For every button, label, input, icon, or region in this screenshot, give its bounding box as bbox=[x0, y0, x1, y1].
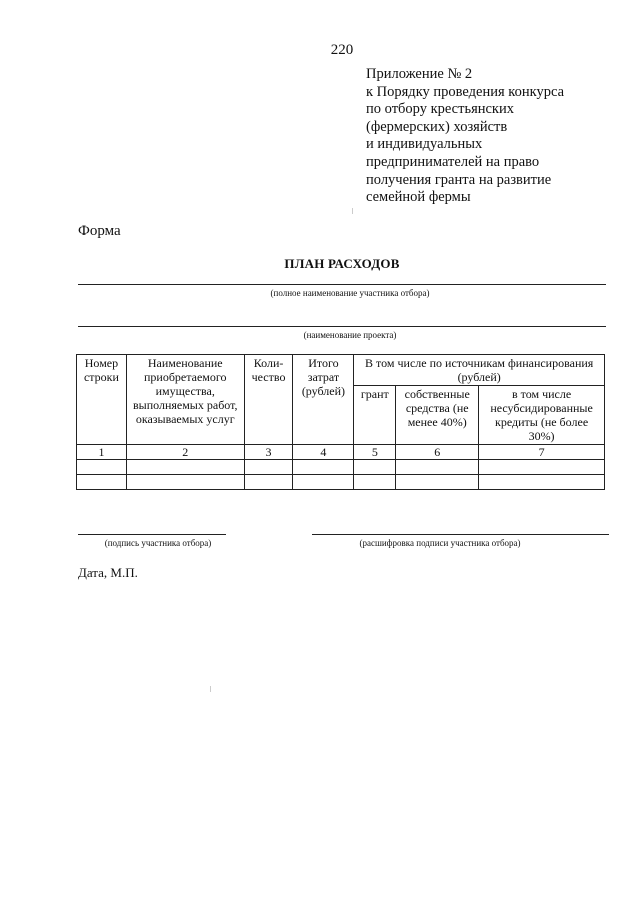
table-cell[interactable] bbox=[77, 475, 127, 490]
signature-caption: (подпись участника отбора) bbox=[104, 538, 212, 548]
header-grant: грант bbox=[354, 386, 396, 445]
participant-name-line bbox=[78, 284, 606, 285]
table-cell[interactable] bbox=[396, 460, 479, 475]
column-number: 4 bbox=[293, 445, 354, 460]
column-number-row bbox=[77, 445, 605, 460]
table-cell[interactable] bbox=[293, 460, 354, 475]
signature-decoding-line bbox=[312, 534, 609, 535]
table-cell[interactable] bbox=[244, 460, 293, 475]
table-row bbox=[77, 475, 605, 490]
header-quantity: Коли-чество bbox=[244, 355, 293, 445]
column-number: 6 bbox=[396, 445, 479, 460]
appendix-line: к Порядку проведения конкурса bbox=[366, 83, 565, 100]
scan-speck bbox=[210, 686, 211, 692]
header-unsubsidized-credits: в том числе несубсидированные кредиты (не более 30%) bbox=[479, 386, 605, 445]
table-cell[interactable] bbox=[396, 475, 479, 490]
column-number: 5 bbox=[354, 445, 396, 460]
date-seal-label: Дата, М.П. bbox=[78, 565, 138, 580]
column-number: 7 bbox=[479, 445, 605, 460]
header-total-cost: Итого затрат (рублей) bbox=[293, 355, 354, 445]
header-row bbox=[77, 355, 605, 386]
column-number: 3 bbox=[244, 445, 293, 460]
appendix-line: Приложение № 2 bbox=[366, 66, 473, 82]
appendix-line: предпринимателей на право bbox=[366, 153, 540, 170]
table-cell[interactable] bbox=[479, 460, 605, 475]
project-name-line bbox=[78, 326, 606, 327]
participant-name-caption: (полное наименование участника отбора) bbox=[270, 288, 430, 298]
form-label: Форма bbox=[78, 223, 121, 239]
table-cell[interactable] bbox=[77, 460, 127, 475]
table-cell[interactable] bbox=[293, 475, 354, 490]
table-cell[interactable] bbox=[479, 475, 605, 490]
appendix-line: семейной фермы bbox=[366, 189, 471, 206]
project-name-caption: (наименование проекта) bbox=[303, 330, 397, 340]
document-title: ПЛАН РАСХОДОВ bbox=[284, 256, 400, 271]
appendix-line: (фермерских) хозяйств bbox=[366, 118, 508, 135]
appendix-line: и индивидуальных bbox=[366, 136, 483, 153]
header-sources-group: В том числе по источникам финансирования (рублей) bbox=[354, 355, 605, 386]
signature-decoding-caption: (расшифровка подписи участника отбора) bbox=[359, 538, 521, 548]
table-cell[interactable] bbox=[354, 475, 396, 490]
expense-plan-table bbox=[76, 354, 605, 490]
header-row-number: Номер строки bbox=[77, 355, 127, 445]
table-cell[interactable] bbox=[354, 460, 396, 475]
page-number: 220 bbox=[330, 42, 354, 58]
table-cell[interactable] bbox=[126, 460, 244, 475]
column-number: 1 bbox=[77, 445, 127, 460]
table-cell[interactable] bbox=[126, 475, 244, 490]
scan-speck bbox=[352, 208, 353, 214]
table-cell[interactable] bbox=[244, 475, 293, 490]
column-number: 2 bbox=[126, 445, 244, 460]
header-item-name: Наименование приобретаемого имущества, выполняемых работ, оказываемых услуг bbox=[126, 355, 244, 445]
appendix-note bbox=[366, 66, 616, 207]
table-row bbox=[77, 460, 605, 475]
appendix-line: получения гранта на развитие bbox=[366, 171, 552, 188]
signature-line bbox=[78, 534, 226, 535]
appendix-line: по отбору крестьянских bbox=[366, 101, 514, 118]
header-own-funds: собственные средства (не менее 40%) bbox=[396, 386, 479, 445]
